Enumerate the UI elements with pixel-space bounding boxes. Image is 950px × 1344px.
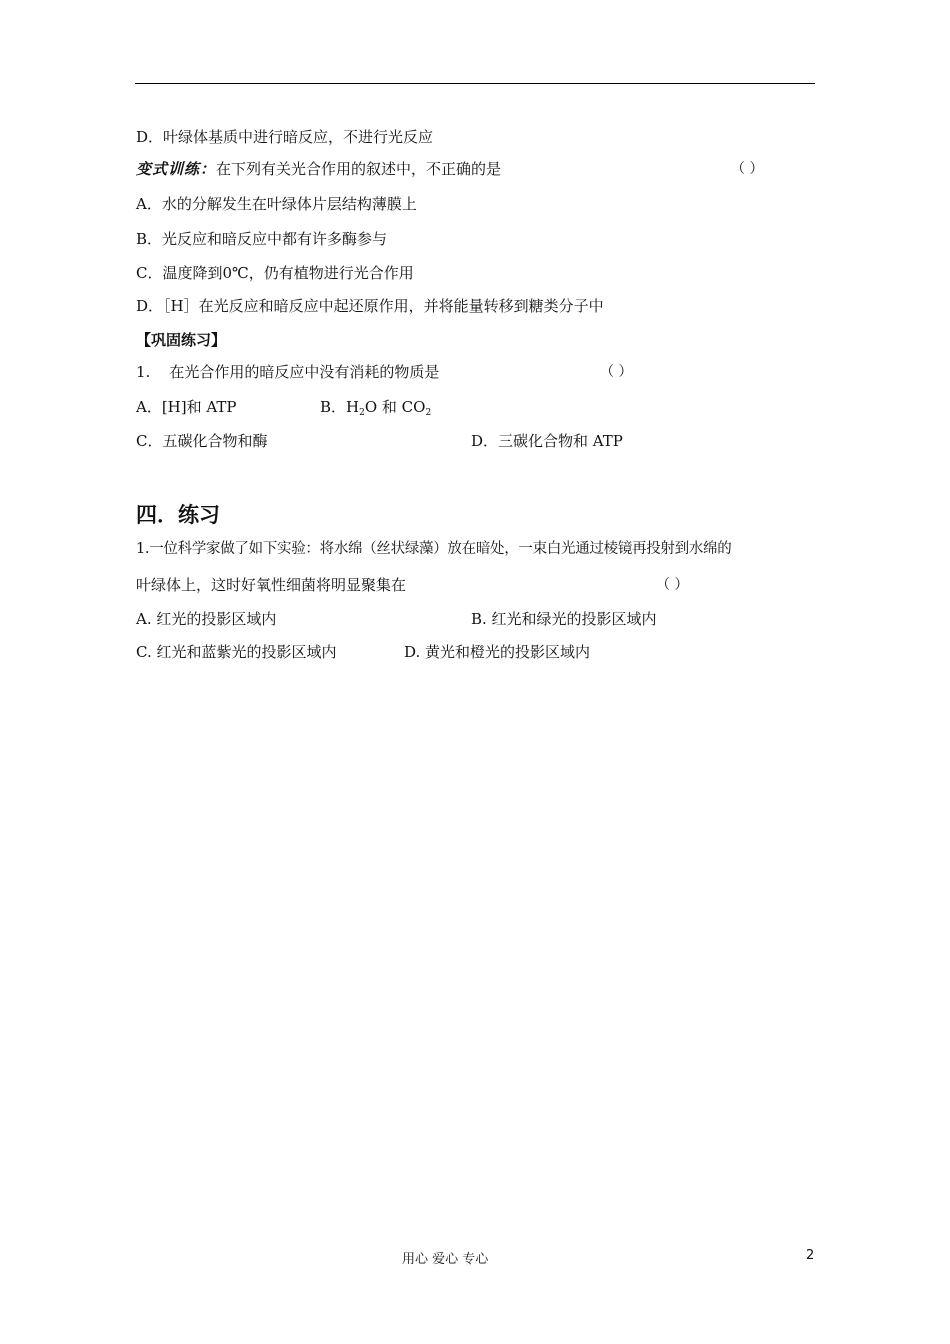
variant-option-a: A．水的分解发生在叶绿体片层结构薄膜上 [136,195,417,213]
variant-question-line [136,159,501,179]
practice-option-d: D. 黄光和橙光的投影区域内 [404,643,591,661]
consolidation-title: 【巩固练习】 [136,331,227,349]
q1-text: 在光合作用的暗反应中没有消耗的物质是 [169,363,440,381]
practice-q1-line2: 叶绿体上，这时好氧性细菌将明显聚集在 [136,576,407,594]
q1-answer-paren: （ ） [600,364,633,380]
practice-option-c: C. 红光和蓝紫光的投影区域内 [136,643,337,661]
variant-answer-paren: （ ） [731,161,764,177]
page-number: 2 [806,1248,815,1263]
variant-option-c: C．温度降到0℃，仍有植物进行光合作用 [136,264,414,282]
q1-number: 1. [136,363,151,381]
consolidation-q1 [136,362,439,382]
q1-option-d: D．三碳化合物和 ATP [471,432,623,450]
prev-option-d: D．叶绿体基质中进行暗反应，不进行光反应 [136,128,434,146]
practice-q1-paren: （ ） [656,577,689,593]
variant-option-b: B．光反应和暗反应中都有许多酶参与 [136,230,388,248]
variant-label: 变式训练： [136,160,217,178]
variant-question: 在下列有关光合作用的叙述中，不正确的是 [216,160,502,178]
header-rule [135,83,815,84]
practice-option-b: B. 红光和绿光的投影区域内 [471,610,657,628]
section-heading: 四．练习 [136,503,220,527]
q1-option-b: B．$H_2O$ 和 $CO_2$ [320,398,432,418]
q1-option-c: C．五碳化合物和酶 [136,432,268,450]
practice-q1-line1: 1.一位科学家做了如下实验：将水绵（丝状绿藻）放在暗处，一束白光通过棱镜再投射到水绵的 [136,541,732,557]
footer-motto: 用心 爱心 专心 [402,1252,489,1267]
q1-option-a: A．[H]和 ATP [136,398,237,416]
variant-option-d: D．［H］在光反应和暗反应中起还原作用，并将能量转移到糖类分子中 [136,297,604,315]
practice-option-a: A. 红光的投影区域内 [136,610,277,628]
